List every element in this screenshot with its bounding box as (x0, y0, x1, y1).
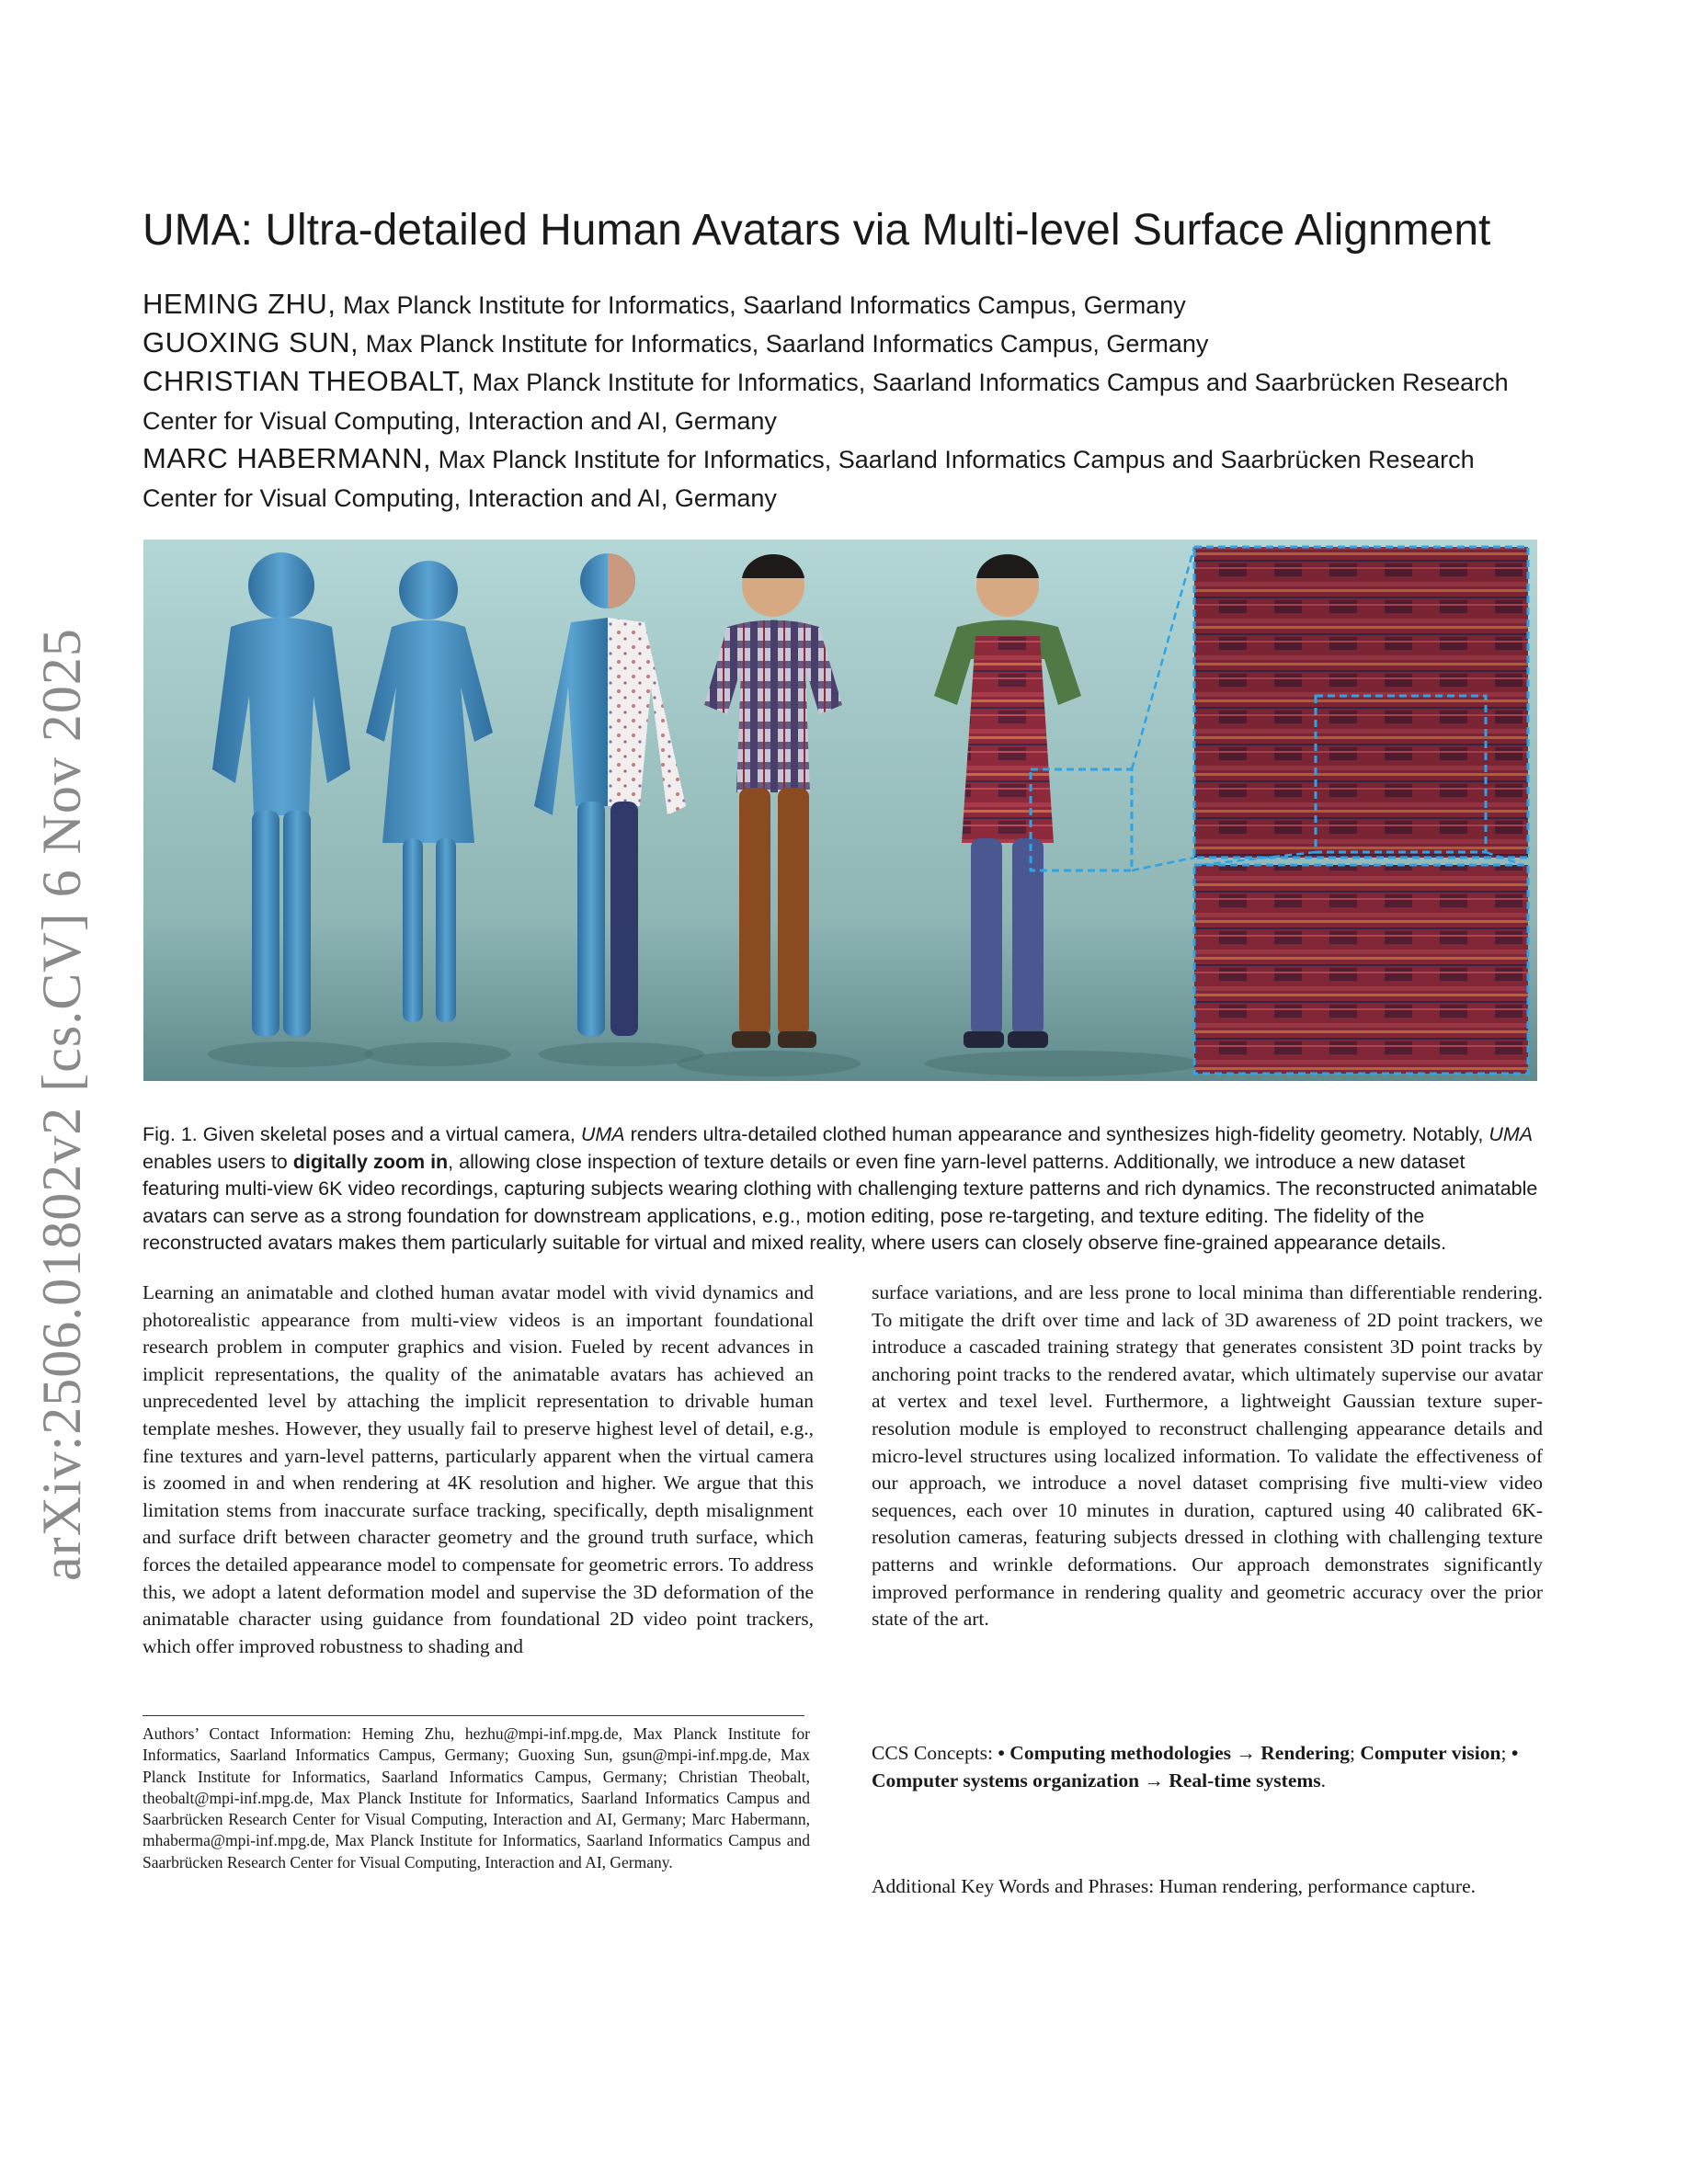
ccs-separator: → (1231, 1742, 1261, 1764)
ccs-concepts (872, 1739, 1543, 1794)
abstract-left-column: Learning an animatable and clothed human avatar model with vivid dynamics and photorealistic appearance from multi-view videos is an important foundational research problem in computer graphics and vision. Fueled by recent advances in implicit representations, the quality of the animatable avatars has achieved an unprecedented level by attaching the implicit representation to drivable human template meshes. However, they usually fail to preserve highest level of detail, e.g., fine textures and yarn-level patterns, particularly apparent when the virtual camera is zoomed in and when rendering at 4K resolution and higher. We argue that this limitation stems from inaccurate surface tracking, specifically, depth misalignment and surface drift between character geometry and the ground truth surface, which forces the detailed appearance model to compensate for geometric errors. To address this, we adopt a latent deformation model and supervise the 3D deformation of the animatable character using guidance from foundational 2D video point trackers, which offer improved robustness to shading and (143, 1281, 814, 1657)
author-name: MARC HABERMANN, (143, 442, 432, 474)
author-name: GUOXING SUN, (143, 326, 359, 358)
ccs-separator: ; (1500, 1742, 1511, 1764)
author-entry (143, 324, 1558, 363)
author-affiliation: Max Planck Institute for Informatics, Saarland Informatics Campus, Germany (336, 291, 1186, 319)
ccs-concept: Rendering (1260, 1742, 1350, 1764)
zoom-panel-level-2 (1194, 865, 1528, 1074)
ccs-concept: Real-time systems (1169, 1769, 1321, 1792)
ccs-separator: ; (1350, 1742, 1361, 1764)
additional-keywords: Additional Key Words and Phrases: Human rendering, performance capture. (872, 1875, 1476, 1897)
caption-text: renders ultra-detailed clothed human appearance and synthesizes high-fidelity geometry. Notably, (624, 1123, 1489, 1145)
author-affiliation-continued: Center for Visual Computing, Interaction and AI, Germany (143, 484, 777, 512)
caption-method-name: UMA (1488, 1123, 1534, 1145)
caption-text: Given skeletal poses and a virtual camera, (197, 1123, 581, 1145)
footnote-divider (143, 1715, 804, 1716)
author-affiliation-continued: Center for Visual Computing, Interaction and AI, Germany (143, 407, 777, 435)
author-name: HEMING ZHU, (143, 288, 336, 320)
author-contact-footnote: Authors’ Contact Information: Heming Zhu, hezhu@mpi-inf.mpg.de, Max Planck Institute for Informatics, Saarland Informatics Campus, Germany; Guoxing Sun, gsun@mpi-inf.mpg.de, Max Planck Institute for Informatics, Saarland Informatics Campus, Germany; Christian Theobalt, theobalt@mpi-inf.mpg.de, Max Planck Institute for Informatics, Saarland Informatics Campus and Saarbrücken Research Center for Visual Computing, Interaction and AI, Germany; Marc Habermann, mhaberma@mpi-inf.mpg.de, Max Planck Institute for Informatics, Saarland Informatics Campus and Saarbrücken Research Center for Visual Computing, Interaction and AI, Germany. (143, 1724, 810, 1871)
ccs-label: CCS Concepts: (872, 1742, 998, 1764)
author-affiliation: Max Planck Institute for Informatics, Saarland Informatics Campus and Saarbrücken Research (465, 369, 1509, 396)
author-name: CHRISTIAN THEOBALT, (143, 365, 466, 397)
paper-title: UMA: Ultra-detailed Human Avatars via Multi-level Surface Alignment (143, 206, 1491, 255)
author-affiliation: Max Planck Institute for Informatics, Saarland Informatics Campus, Germany (359, 330, 1209, 358)
arxiv-identifier-stamp: arXiv:2506.01802v2 [cs.CV] 6 Nov 2025 (31, 628, 92, 1581)
ccs-concept: • Computer systems organization (872, 1742, 1519, 1792)
author-entry (143, 439, 1558, 518)
ccs-concept: • Computing methodologies (998, 1742, 1231, 1764)
caption-text: enables users to (143, 1150, 293, 1173)
ccs-separator: . (1320, 1769, 1327, 1792)
author-affiliation: Max Planck Institute for Informatics, Saarland Informatics Campus and Saarbrücken Research (431, 446, 1475, 473)
abstract-right-column: surface variations, and are less prone to local minima than differentiable rendering. To mitigate the drift over time and lack of 3D awareness of 2D point trackers, we introduce a cascaded training strategy that generates consistent 3D point tracks by anchoring point tracks to the rendered avatar, which ultimately supervise our avatar at vertex and texel level. Furthermore, a lightweight Gaussian texture super-resolution module is employed to reconstruct challenging appearance details and micro-level structures using localized information. To validate the effectiveness of our approach, we introduce a novel dataset comprising five multi-view video sequences, each over 10 minutes in duration, captured using 40 calibrated 6K-resolution cameras, featuring subjects dressed in clothing with challenging texture patterns and wrinkle deformations. Our approach demonstrates significantly improved performance in rendering quality and geometric accuracy over the prior state of the art. (872, 1281, 1543, 1631)
caption-method-name: UMA (580, 1123, 625, 1145)
figure-label: Fig. 1. (143, 1123, 198, 1145)
teaser-figure (143, 540, 1537, 1081)
ccs-separator: → (1139, 1769, 1169, 1792)
author-entry (143, 285, 1558, 324)
caption-text: , allowing close inspection of texture details or even fine yarn-level patterns. Additionally, we introduce a new dataset featuring multi-view 6K video recordings, capturing subjects wearing clothing with challenging texture patterns and rich dynamics. The reconstructed animatable avatars can serve as a strong foundation for downstream applications, e.g., motion editing, pose re-targeting, and texture editing. The fidelity of the reconstructed avatars makes them particularly suitable for virtual and mixed reality, where users can closely observe fine-grained appearance details. (143, 1150, 1538, 1254)
figure-caption (143, 1121, 1540, 1257)
caption-emphasis: digitally zoom in (292, 1150, 449, 1173)
ccs-concept: Computer vision (1360, 1742, 1501, 1764)
author-entry (143, 362, 1558, 440)
zoom-panel-level-1 (1194, 547, 1528, 858)
